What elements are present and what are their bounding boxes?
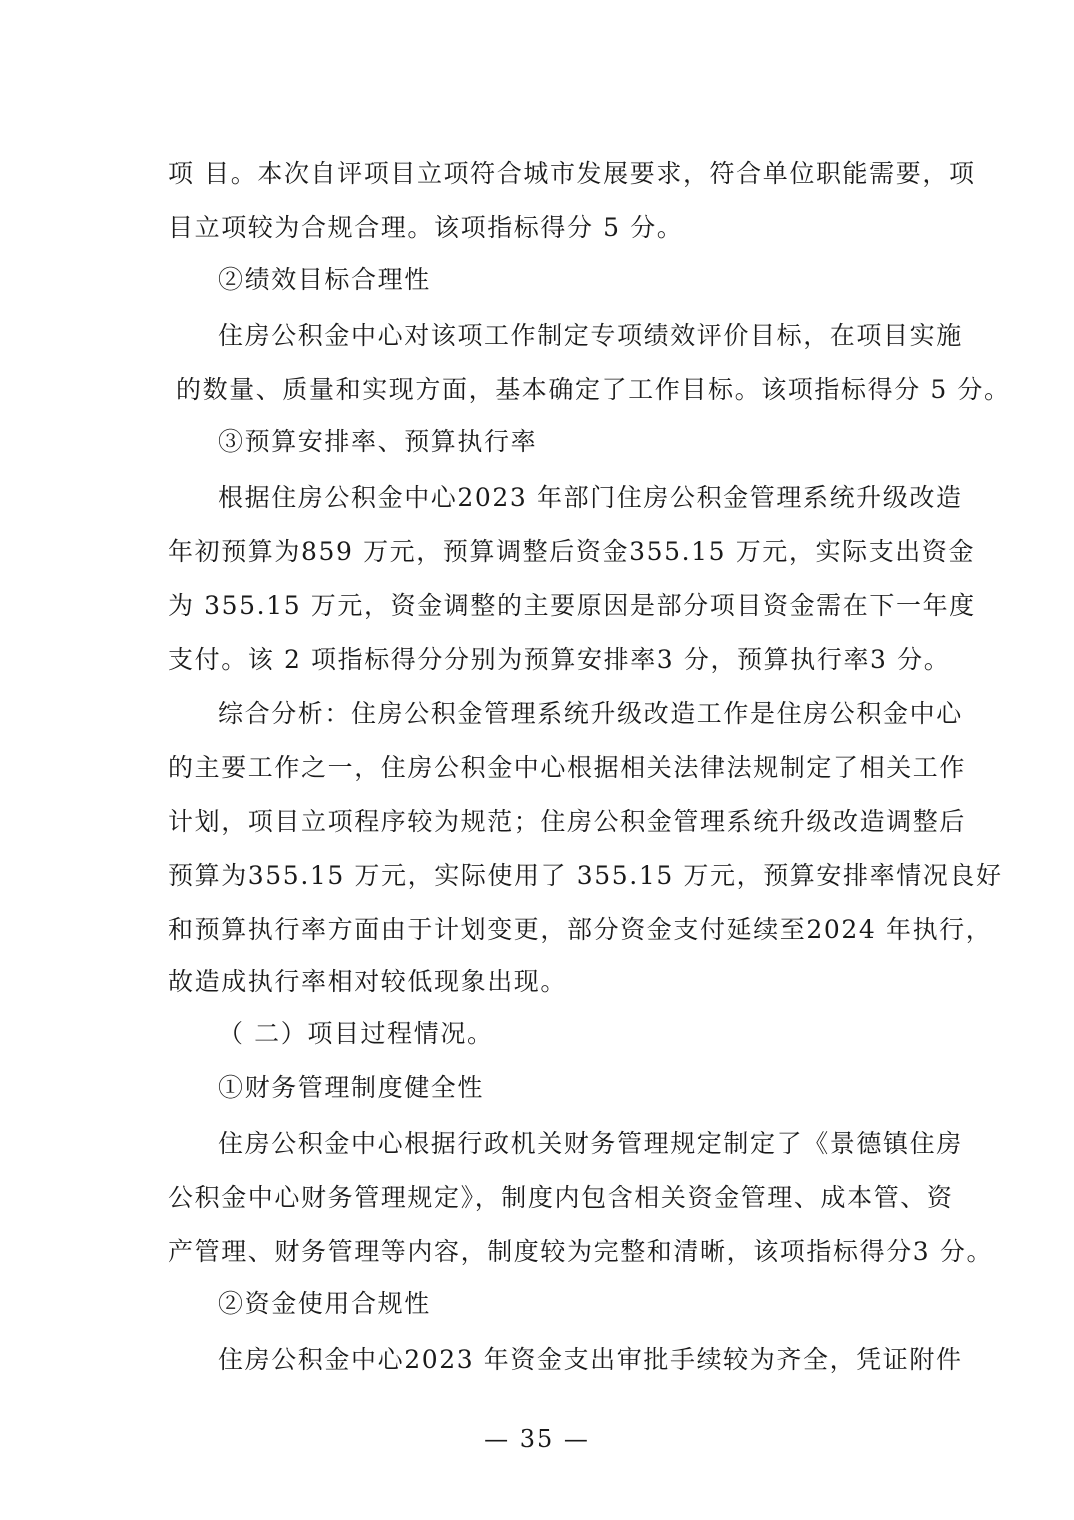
body-line-19: 住房公积金中心根据行政机关财务管理规定制定了《景德镇住房 (218, 1129, 963, 1158)
body-line-21: 产管理、财务管理等内容，制度较为完整和清晰，该项指标得分3 分。 (168, 1237, 994, 1266)
section-heading-fund-compliance: ②资金使用合规性 (218, 1289, 431, 1318)
body-line-4: 住房公积金中心对该项工作制定专项绩效评价目标，在项目实施 (218, 321, 963, 350)
body-line-23: 住房公积金中心2023 年资金支出审批手续较为齐全，凭证附件 (218, 1345, 963, 1374)
body-line-1: 项 目。本次自评项目立项符合城市发展要求，符合单位职能需要，项 (168, 159, 976, 188)
body-line-9: 为 355.15 万元，资金调整的主要原因是部分项目资金需在下一年度 (168, 591, 976, 620)
body-line-7: 根据住房公积金中心2023 年部门住房公积金管理系统升级改造 (218, 483, 963, 512)
section-heading-budget-rates: ③预算安排率、预算执行率 (218, 427, 538, 456)
body-line-16: 故造成执行率相对较低现象出现。 (168, 967, 568, 996)
section-heading-finance-system: ①财务管理制度健全性 (218, 1073, 485, 1102)
body-line-2: 目立项较为合规合理。该项指标得分 5 分。 (168, 213, 684, 242)
body-line-10: 支付。该 2 项指标得分分别为预算安排率3 分，预算执行率3 分。 (168, 645, 951, 674)
body-line-11: 综合分析：住房公积金管理系统升级改造工作是住房公积金中心 (218, 699, 963, 728)
body-line-13: 计划，项目立项程序较为规范；住房公积金管理系统升级改造调整后 (168, 807, 967, 836)
body-line-8: 年初预算为859 万元，预算调整后资金355.15 万元，实际支出资金 (168, 537, 976, 566)
section-heading-project-process: （ 二）项目过程情况。 (218, 1019, 494, 1048)
page-number: — 35 — (484, 1425, 590, 1453)
body-line-12: 的主要工作之一，住房公积金中心根据相关法律法规制定了相关工作 (168, 753, 967, 782)
body-line-5: 的数量、质量和实现方面，基本确定了工作目标。该项指标得分 5 分。 (176, 375, 1011, 404)
body-line-20: 公积金中心财务管理规定》，制度内包含相关资金管理、成本管、资 (168, 1183, 954, 1212)
body-line-14: 预算为355.15 万元，实际使用了 355.15 万元，预算安排率情况良好 (168, 861, 1003, 890)
body-line-15: 和预算执行率方面由于计划变更，部分资金支付延续至2024 年执行， (168, 915, 993, 944)
section-heading-performance-target: ②绩效目标合理性 (218, 265, 431, 294)
